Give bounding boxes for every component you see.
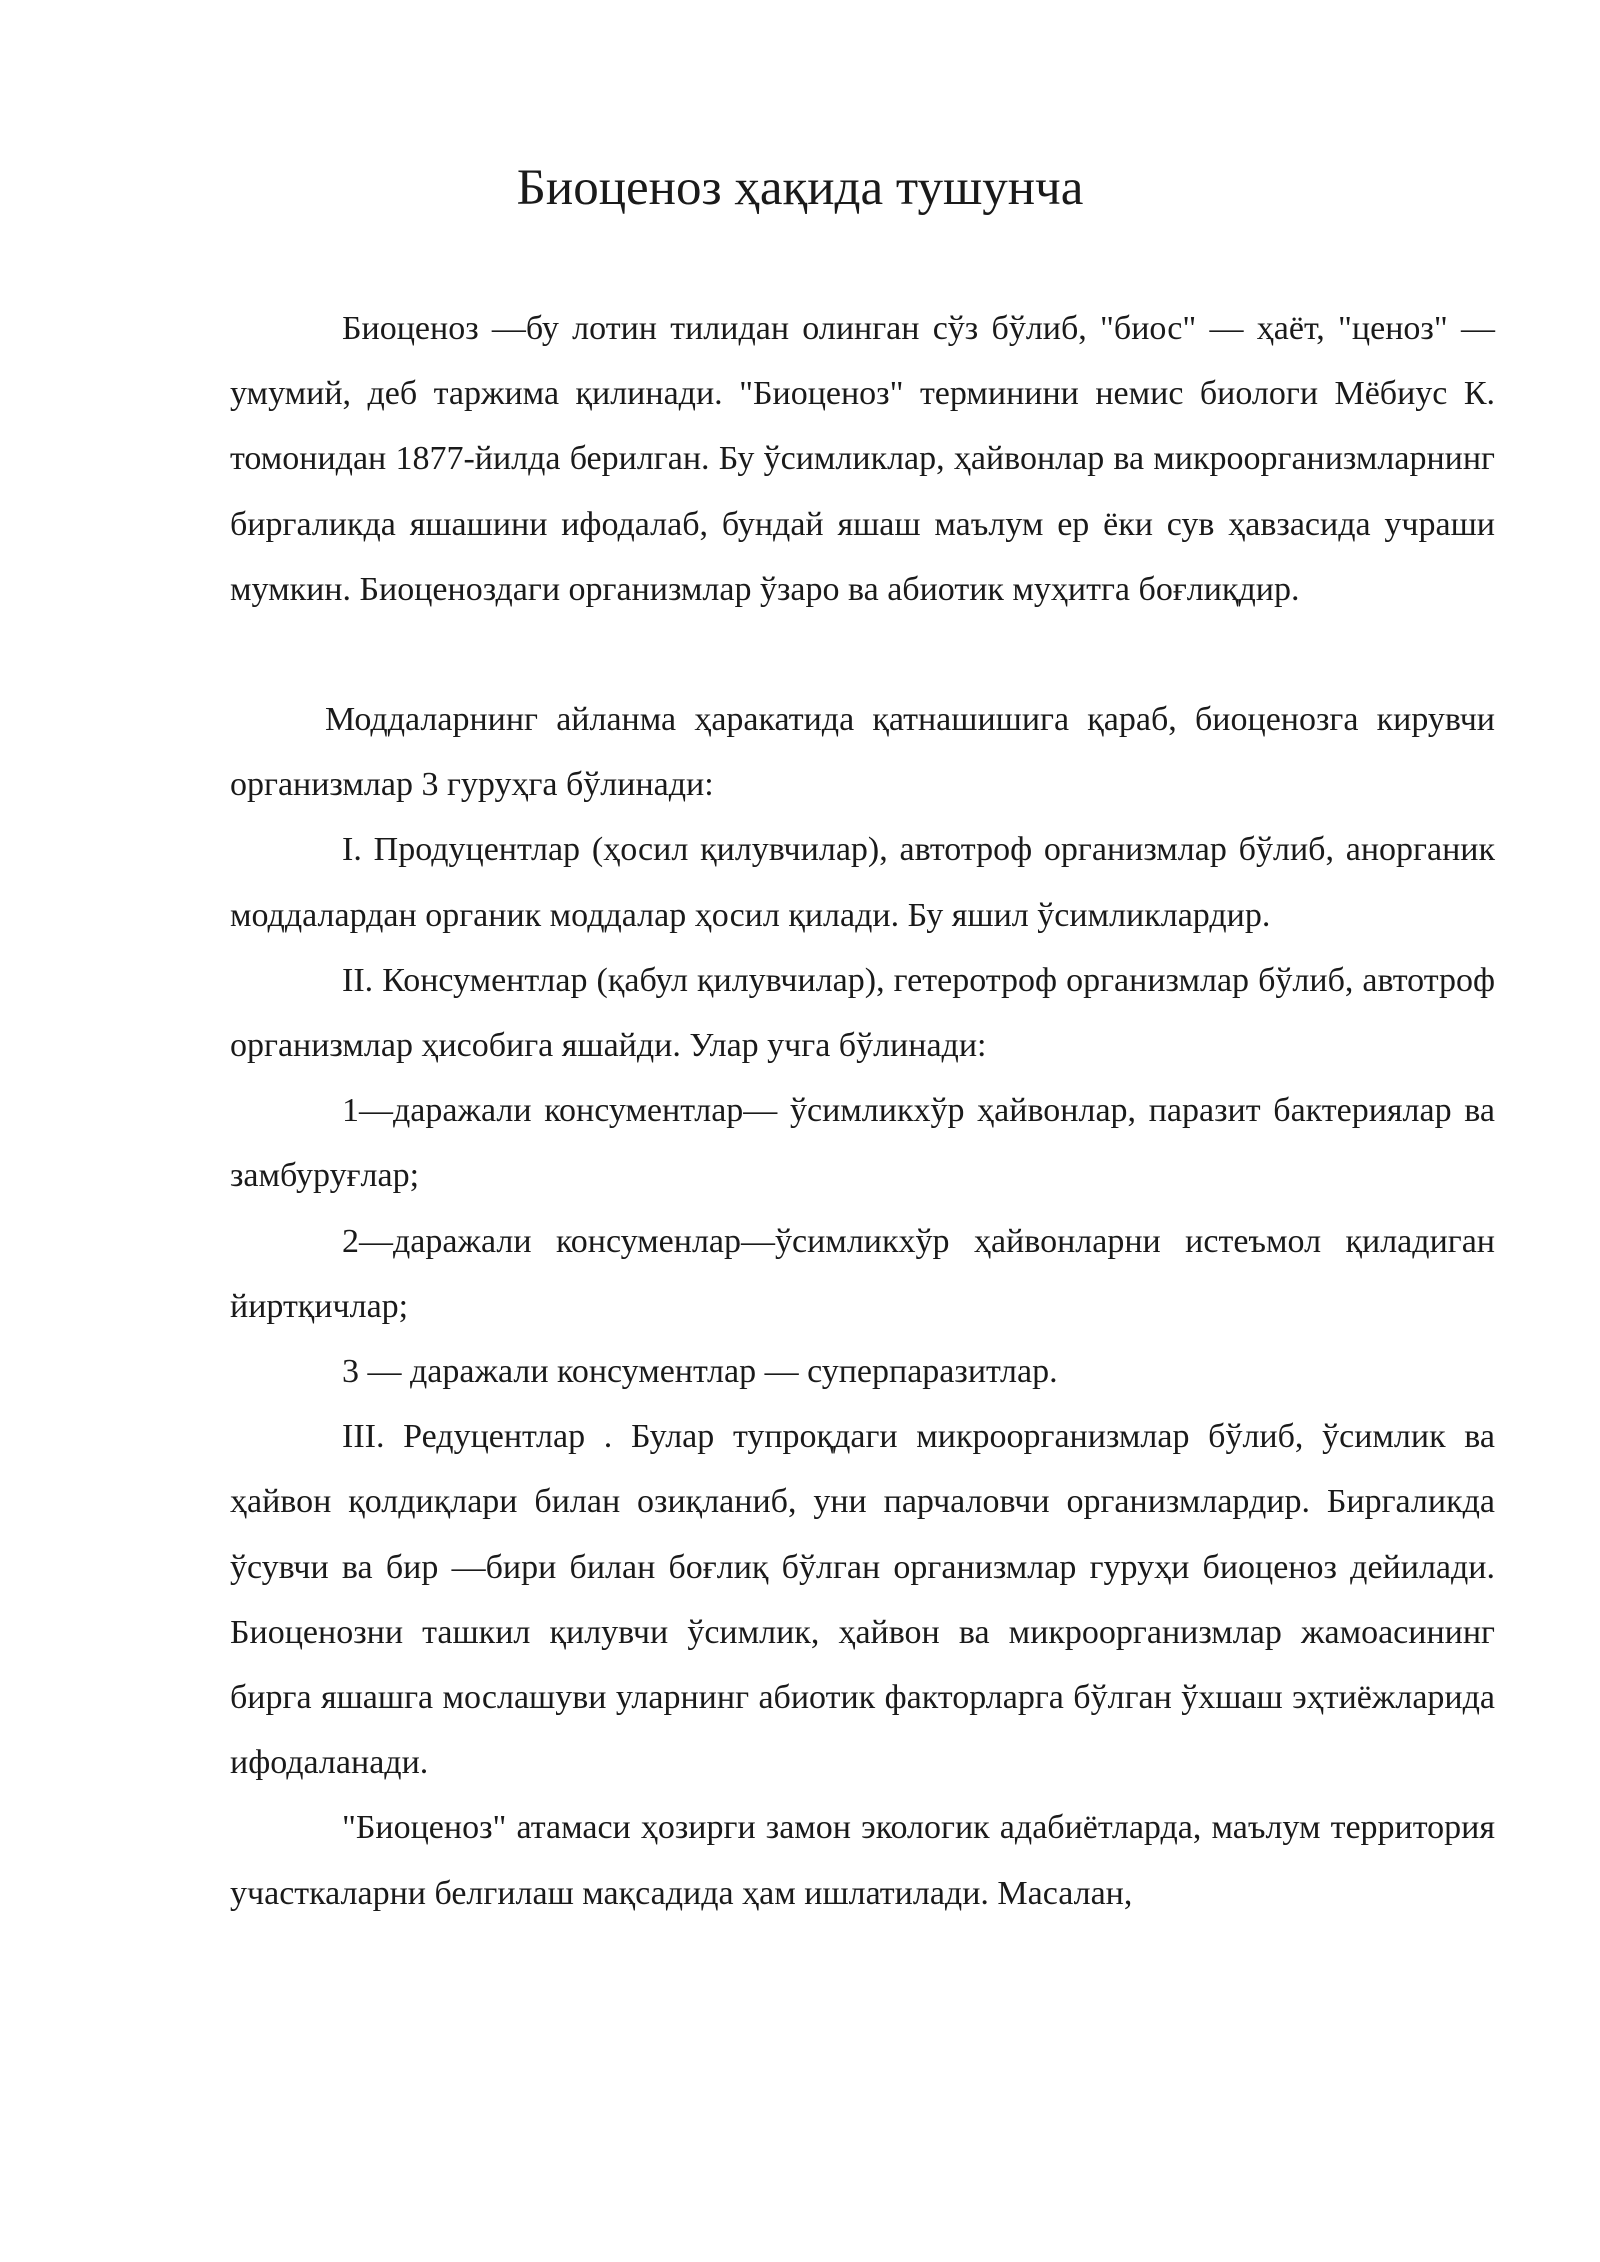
paragraph-consumers: II. Консументлар (қабул қилувчилар), гетеротроф организмлар бўлиб, автотроф организмлар ҳисобига яшайди. Улар учга бўлинади: — [230, 961, 1495, 1065]
document-title: Биоценоз ҳақида тушунча — [516, 160, 1084, 216]
paragraph-first-order-consumers: 1—даражали консументлар— ўсимликхўр ҳайвонлар, паразит бактериялар ва замбуруғлар; — [230, 1092, 1495, 1195]
paragraph-decomposers: III. Редуцентлар . Булар тупроқдаги микроорганизмлар бўлиб, ўсимлик ва ҳайвон қолдиқлари билан озиқланиб, уни парчаловчи организмлардир. Биргаликда ўсувчи ва бир —бири билан боғлиқ бўлган организмлар гуруҳи биоценоз дейилади. Биоценозни ташкил қилувчи ўсимлик, ҳайвон ва микроорганизмлар жамоасининг бирга яшашга мослашуви уларнинг абиотик факторларга бўлган ўхшаш эҳтиёжларида ифодаланади. — [230, 1418, 1495, 1782]
paragraph-producers: I. Продуцентлар (ҳосил қилувчилар), автотроф организмлар бўлиб, анорганик моддалардан органик моддалар ҳосил қилади. Бу яшил ўсимликлардир. — [230, 831, 1495, 934]
paragraph-organism-groups-intro: Моддаларнинг айланма ҳаракатида қатнашишига қараб, биоценозга кирувчи организмлар 3 гуруҳга бўлинади: — [230, 701, 1495, 804]
paragraph-second-order-consumers: 2—даражали консуменлар—ўсимликхўр ҳайвонларни истеъмол қиладиган йиртқичлар; — [230, 1222, 1495, 1325]
paragraph-term-usage: "Биоценоз" атамаси ҳозирги замон экологик адабиётларда, маълум территория участкаларни белгилаш мақсадида ҳам ишлатилади. Масалан, — [230, 1809, 1495, 1912]
paragraph-biocenosis-definition: Биоценоз —бу лотин тилидан олинган сўз бўлиб, "биос" — ҳаёт, "ценоз" —умумий, деб таржима қилинади. "Биоценоз" терминини немис биологи Мёбиус К. томонидан 1877-йилда берилган. Бу ўсимликлар, ҳайвонлар ва микроорганизмларнинг биргаликда яшашини ифодалаб, бундай яшаш маълум ер ёки сув ҳавзасида учраши мумкин. Биоценоздаги организмлар ўзаро ва абиотик муҳитга боғлиқдир. — [230, 310, 1495, 608]
paragraph-third-order-consumers: 3 — даражали консументлар — суперпаразитлар. — [342, 1353, 1058, 1391]
document-body — [230, 296, 1495, 1926]
paragraph-gap — [230, 622, 1495, 687]
